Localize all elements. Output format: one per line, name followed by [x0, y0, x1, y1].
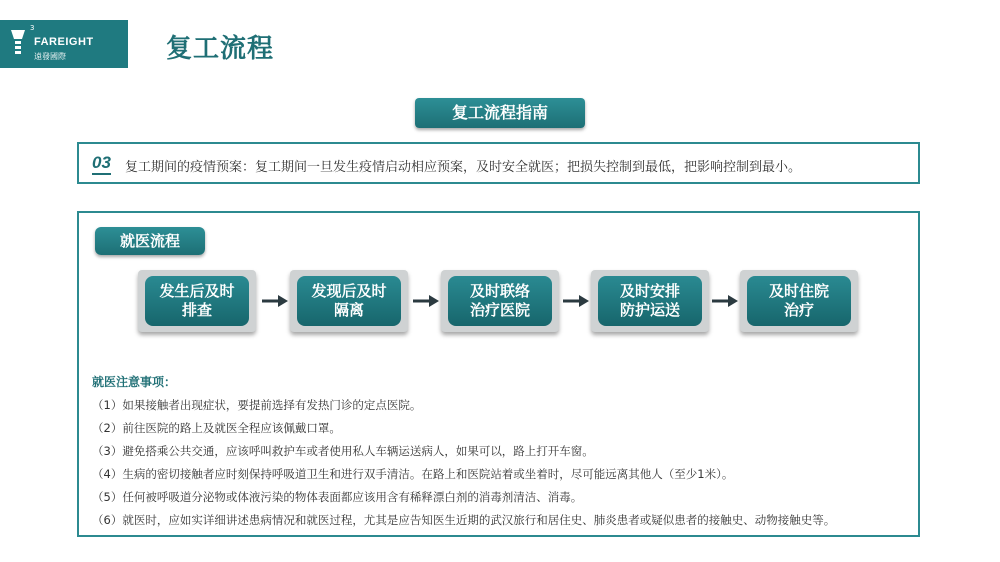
arrow-right-icon: [712, 295, 738, 307]
company-logo: [0, 20, 128, 68]
notes-title: 就医注意事项：: [92, 375, 177, 389]
flow-step-line2: 隔离: [333, 301, 364, 319]
flow-step-line2: 治疗医院: [469, 301, 530, 319]
flow-step-line2: 治疗: [783, 301, 814, 319]
logo-mark-icon: [8, 27, 28, 59]
note-item: （3）避免搭乘公共交通，应该呼叫救护车或者使用私人车辆运送病人，如果可以，路上打开车窗。: [92, 444, 594, 458]
arrow-right-icon: [563, 295, 589, 307]
flow-step-line1: 发现后及时: [311, 282, 387, 300]
note-item: （4）生病的密切接触者应时刻保持呼吸道卫生和进行双手清洁。在路上和医院站着或坐着时，尽可能远离其他人（至少1米）。: [92, 467, 734, 481]
logo-subtitle: 遠發國際: [34, 52, 66, 61]
logo-number: 3: [30, 24, 35, 32]
flow-step-line2: 防护运送: [619, 301, 680, 319]
flow-step-line1: 及时联络: [469, 282, 530, 300]
flow-step-line1: 及时住院: [768, 282, 829, 300]
note-item: （5）任何被呼吸道分泌物或体液污染的物体表面都应该用含有稀释漂白剂的消毒剂清洁、消毒。: [92, 490, 583, 504]
flow-step-5: [740, 270, 858, 332]
flow-step-line2: 排查: [181, 301, 212, 319]
intro-box: [77, 142, 920, 184]
flow-step-line1: 发生后及时: [159, 282, 235, 300]
flow-step-1: [138, 270, 256, 332]
note-item: （2）前往医院的路上及就医全程应该佩戴口罩。: [92, 421, 341, 435]
intro-number: 03: [92, 153, 111, 175]
note-item: （1）如果接触者出现症状，要提前选择有发热门诊的定点医院。: [92, 398, 422, 412]
flow-step-3: [441, 270, 559, 332]
section-tag: 就医流程: [95, 227, 205, 255]
page-title: 复工流程: [166, 34, 275, 64]
logo-brand: FAREIGHT: [34, 36, 94, 48]
flow-step-2: [290, 270, 408, 332]
intro-text: 复工期间的疫情预案：复工期间一旦发生疫情启动相应预案，及时安全就医；把损失控制到最低，把影响控制到最小。: [125, 160, 802, 175]
arrow-right-icon: [262, 295, 288, 307]
guide-banner: 复工流程指南: [415, 98, 585, 128]
note-item: （6）就医时，应如实详细讲述患病情况和就医过程，尤其是应告知医生近期的武汉旅行和居住史、肺炎患者或疑似患者的接触史、动物接触史等。: [92, 513, 836, 527]
arrow-right-icon: [413, 295, 439, 307]
flow-step-line1: 及时安排: [619, 282, 680, 300]
flow-step-4: [591, 270, 709, 332]
